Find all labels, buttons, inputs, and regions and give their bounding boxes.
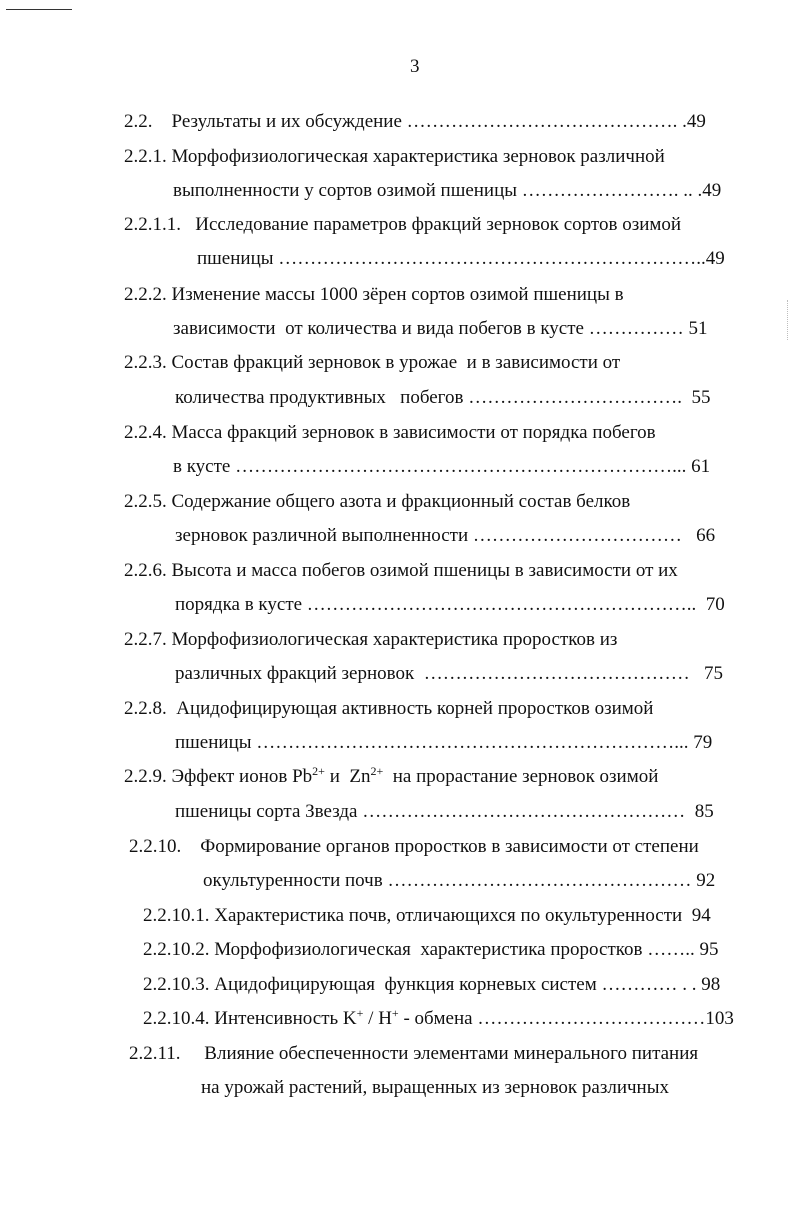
toc-entry-2-2-10-3: 2.2.10.3. Ацидофицирующая функция корневых систем ………… . . 98 (143, 974, 721, 995)
toc-entry-2-2-1-1: 2.2.1.1. Исследование параметров фракций зерновок сортов озимой (124, 214, 682, 235)
toc-entry-2-2: 2.2. Результаты и их обсуждение ……………………………………. .49 (124, 111, 706, 132)
potassium-ion-charge: + (356, 1006, 364, 1020)
scan-top-rule (6, 9, 72, 10)
hydrogen-ion-charge: + (391, 1006, 399, 1020)
toc-entry-2-2-10-4-text-a: 2.2.10.4. Интенсивность K (143, 1008, 357, 1029)
toc-entry-2-2-10-4 (143, 1007, 734, 1031)
toc-entry-2-2-4: 2.2.4. Масса фракций зерновок в зависимости от порядка побегов (124, 422, 656, 443)
toc-entry-2-2-2: 2.2.2. Изменение массы 1000 зёрен сортов озимой пшеницы в (124, 284, 624, 305)
toc-entry-2-2-10-4-text-b: / H (363, 1008, 392, 1029)
page-number: 3 (410, 56, 420, 77)
toc-entry-2-2-1: 2.2.1. Морфофизиологическая характеристика зерновок различной (124, 146, 665, 167)
toc-entry-2-2-8: 2.2.8. Ацидофицирующая активность корней проростков озимой (124, 698, 654, 719)
toc-entry-2-2-6: 2.2.6. Высота и масса побегов озимой пшеницы в зависимости от их (124, 560, 678, 581)
toc-entry-2-2-5: 2.2.5. Содержание общего азота и фракционный состав белков (124, 491, 631, 512)
toc-entry-2-2-10-cont: окультуренности почв ………………………………………… 92 (203, 870, 716, 891)
lead-ion-charge: 2+ (312, 764, 325, 778)
toc-entry-2-2-1-cont: выполненности у сортов озимой пшеницы ……………………. .. .49 (173, 180, 722, 201)
scan-edge-mark (787, 300, 788, 340)
toc-entry-2-2-5-cont: зерновок различной выполненности …………………………… 66 (175, 525, 716, 546)
toc-entry-2-2-9-cont: пшеницы сорта Звезда …………………………………………… 85 (175, 801, 714, 822)
toc-entry-2-2-8-cont: пшеницы …………………………………………………………... 79 (175, 732, 713, 753)
toc-entry-2-2-10-2: 2.2.10.2. Морфофизиологическая характеристика проростков …….. 95 (143, 939, 719, 960)
toc-entry-2-2-10-4-text-c: - обмена ………………………………103 (398, 1008, 734, 1029)
toc-entry-2-2-9 (124, 765, 658, 789)
toc-entry-2-2-4-cont: в кусте ……………………………………………………………... 61 (173, 456, 711, 477)
toc-entry-2-2-9-text-b: и Zn (324, 766, 371, 787)
toc-entry-2-2-3: 2.2.3. Состав фракций зерновок в урожае и в зависимости от (124, 352, 621, 373)
toc-entry-2-2-7-cont: различных фракций зерновок …………………………………… 75 (175, 663, 723, 684)
toc-entry-2-2-9-text-a: 2.2.9. Эффект ионов Pb (124, 766, 313, 787)
toc-entry-2-2-7: 2.2.7. Морфофизиологическая характеристика проростков из (124, 629, 618, 650)
toc-entry-2-2-6-cont: порядка в кусте …………………………………………………….. 70 (175, 594, 725, 615)
toc-entry-2-2-11-cont: на урожай растений, выращенных из зерновок различных (201, 1077, 669, 1098)
toc-entry-2-2-10: 2.2.10. Формирование органов проростков в зависимости от степени (129, 836, 699, 857)
toc-entry-2-2-11: 2.2.11. Влияние обеспеченности элементами минерального питания (129, 1043, 699, 1064)
toc-entry-2-2-1-1-cont: пшеницы …………………………………………………………..49 (197, 248, 725, 269)
toc-entry-2-2-10-1: 2.2.10.1. Характеристика почв, отличающихся по окультуренности 94 (143, 905, 711, 926)
toc-entry-2-2-2-cont: зависимости от количества и вида побегов в кусте …………… 51 (173, 318, 708, 339)
toc-entry-2-2-3-cont: количества продуктивных побегов ……………………………. 55 (175, 387, 711, 408)
zinc-ion-charge: 2+ (370, 764, 384, 778)
toc-entry-2-2-9-text-c: на прорастание зерновок озимой (383, 766, 659, 787)
